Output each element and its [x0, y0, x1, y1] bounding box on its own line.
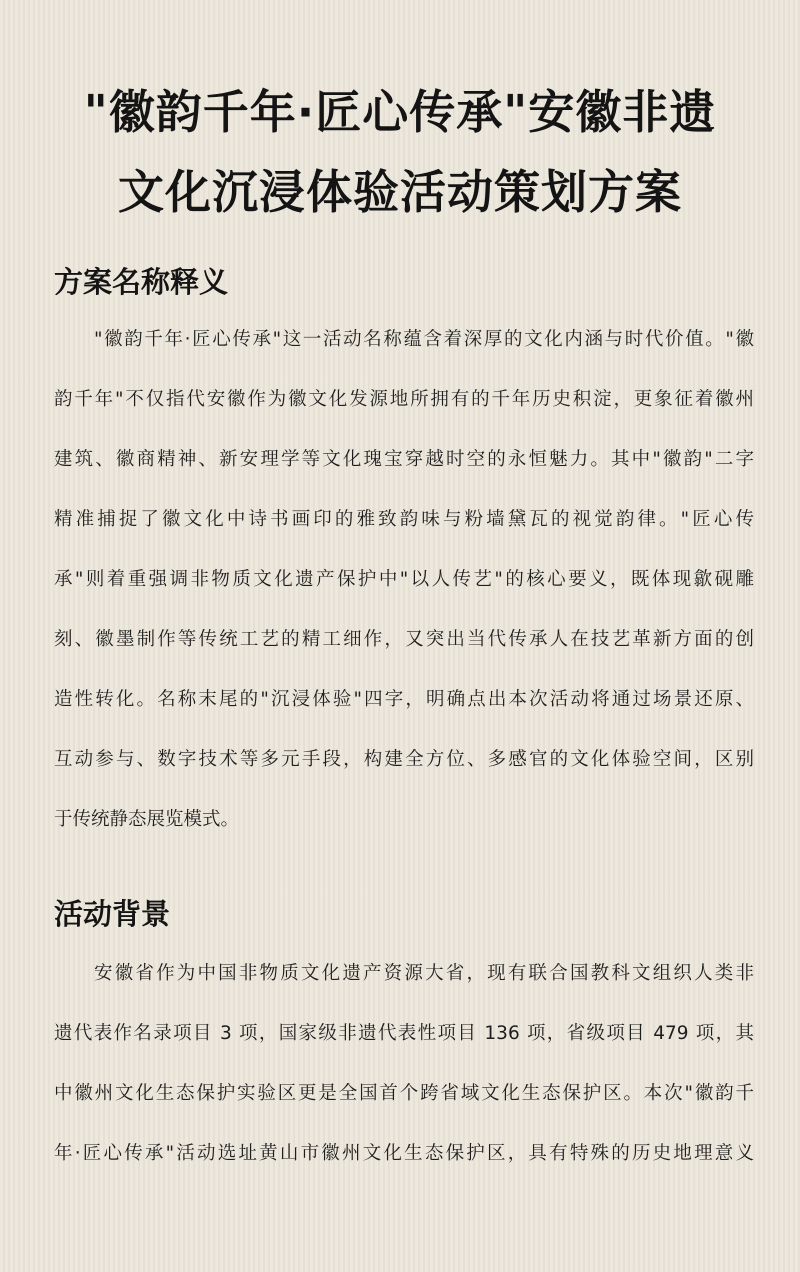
paragraph-line: 韵千年"不仅指代安徽作为徽文化发源地所拥有的千年历史积淀，更象征着徽州 — [54, 389, 754, 410]
paragraph-line: 安徽省作为中国非物质文化遗产资源大省，现有联合国教科文组织人类非 — [94, 963, 754, 984]
section-heading-background: 活动背景 — [54, 897, 171, 931]
paragraph-line: 中徽州文化生态保护实验区更是全国首个跨省域文化生态保护区。本次"徽韵千 — [54, 1083, 754, 1104]
section-heading-name-meaning: 方案名称释义 — [54, 265, 229, 299]
paragraph-line: "徽韵千年·匠心传承"这一活动名称蕴含着深厚的文化内涵与时代价值。"徽 — [94, 329, 754, 350]
paragraph-line: 承"则着重强调非物质文化遗产保护中"以人传艺"的核心要义，既体现歙砚雕 — [54, 569, 754, 590]
paragraph-line: 于传统静态展览模式。 — [54, 809, 240, 830]
paragraph-line: 遗代表作名录项目 3 项，国家级非遗代表性项目 136 项，省级项目 479 项，其 — [54, 1023, 754, 1044]
paragraph-name-meaning — [54, 310, 754, 850]
paragraph-background — [54, 944, 754, 1184]
paragraph-line: 造性转化。名称末尾的"沉浸体验"四字，明确点出本次活动将通过场景还原、 — [54, 689, 754, 710]
paragraph-line: 建筑、徽商精神、新安理学等文化瑰宝穿越时空的永恒魅力。其中"徽韵"二字 — [54, 449, 754, 470]
paragraph-line: 刻、徽墨制作等传统工艺的精工细作，又突出当代传承人在技艺革新方面的创 — [54, 629, 754, 650]
paragraph-line: 精准捕捉了徽文化中诗书画印的雅致韵味与粉墙黛瓦的视觉韵律。"匠心传 — [54, 509, 754, 530]
paragraph-line: 互动参与、数字技术等多元手段，构建全方位、多感官的文化体验空间，区别 — [54, 749, 754, 770]
title-line-2: 文化沉浸体验活动策划方案 — [118, 165, 682, 219]
document-title — [40, 72, 760, 232]
paragraph-line: 年·匠心传承"活动选址黄山市徽州文化生态保护区，具有特殊的历史地理意义 — [54, 1143, 754, 1164]
title-line-1: "徽韵千年·匠心传承"安徽非遗 — [83, 85, 717, 139]
